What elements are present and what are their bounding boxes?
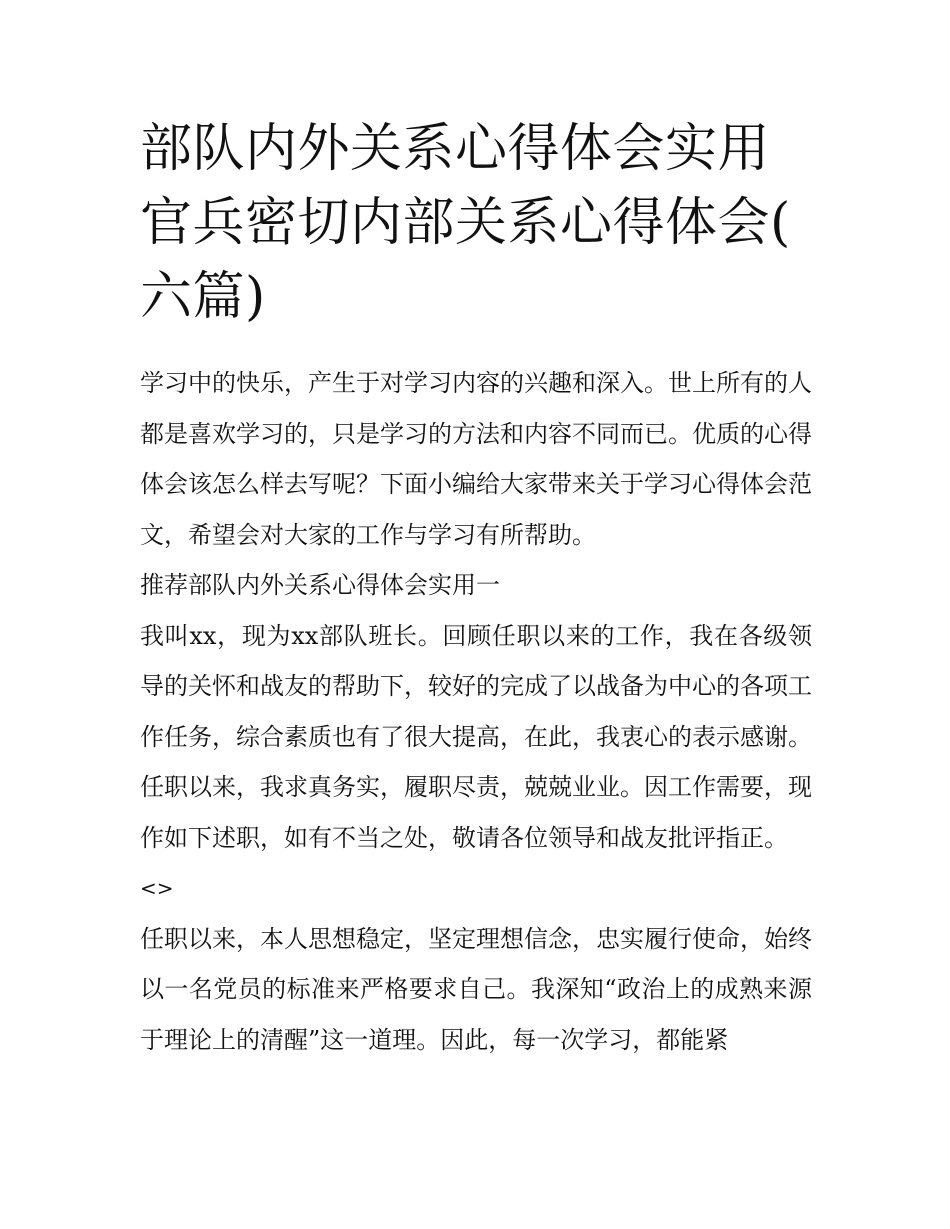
intro-paragraph: 学习中的快乐，产生于对学习内容的兴趣和深入。世上所有的人都是喜欢学习的，只是学习的方法和内容不同而已。优质的心得体会该怎么样去写呢？下面小编给大家带来关于学习心得体会范文，希望会对大家的工作与学习有所帮助。 — [140, 369, 812, 549]
document-body — [140, 358, 812, 1065]
section-heading: 推荐部队内外关系心得体会实用一 — [140, 571, 500, 599]
body-paragraph: 任职以来，本人思想稳定，坚定理想信念，忠实履行使命，始终以一名党员的标准来严格要求自己。我深知“政治上的成熟来源于理论上的清醒”这一道理。因此，每一次学习，都能紧 — [140, 924, 812, 1054]
document-content — [140, 112, 812, 1065]
placeholder-marker: <> — [140, 876, 174, 900]
document-title: 部队内外关系心得体会实用 官兵密切内部关系心得体会(六篇) — [140, 119, 791, 327]
body-paragraph: 我叫xx，现为xx部队班长。回顾任职以来的工作，我在各级领导的关怀和战友的帮助下，较好的完成了以战备为中心的各项工作任务，综合素质也有了很大提高，在此，我衷心的表示感谢。任职以来，我求真务实，履职尽责，兢兢业业。因工作需要，现作如下述职，如有不当之处，敬请各位领导和战友批评指正。 — [140, 621, 812, 852]
